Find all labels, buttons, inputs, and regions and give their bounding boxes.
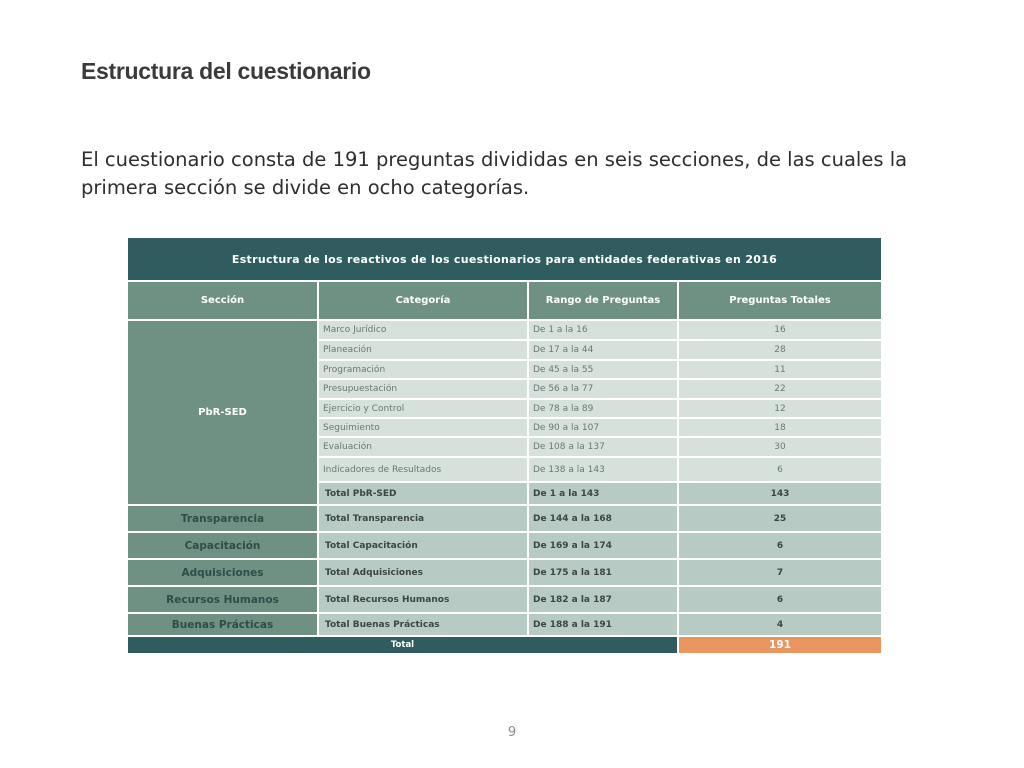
category-range: De 17 a la 44 (528, 340, 678, 360)
header-categoria: Categoría (318, 281, 528, 320)
category-name: Planeación (318, 340, 528, 360)
table-row (127, 532, 882, 559)
category-total: 28 (678, 340, 882, 360)
section-buenas-practicas: Buenas Prácticas (127, 613, 318, 636)
category-total: 16 (678, 320, 882, 340)
category-range: De 138 a la 143 (528, 457, 678, 482)
category-total: 12 (678, 399, 882, 418)
total-range: De 182 a la 187 (528, 586, 678, 613)
total-value: 25 (678, 505, 882, 532)
category-name: Ejercicio y Control (318, 399, 528, 418)
slide-title: Estructura del cuestionario (81, 58, 371, 84)
table-caption: Estructura de los reactivos de los cuestionarios para entidades federativas en 2016 (127, 237, 882, 281)
total-name: Total PbR-SED (318, 482, 528, 505)
grand-total-value: 191 (678, 636, 882, 654)
total-name: Total Buenas Prácticas (318, 613, 528, 636)
total-range: De 169 a la 174 (528, 532, 678, 559)
category-range: De 90 a la 107 (528, 418, 678, 437)
page-number: 9 (507, 725, 517, 740)
category-name: Indicadores de Resultados (318, 457, 528, 482)
table-row (127, 586, 882, 613)
category-range: De 108 a la 137 (528, 437, 678, 457)
header-rango: Rango de Preguntas (528, 281, 678, 320)
category-name: Evaluación (318, 437, 528, 457)
total-value: 6 (678, 586, 882, 613)
total-value: 7 (678, 559, 882, 586)
section-recursos-humanos: Recursos Humanos (127, 586, 318, 613)
category-name: Marco Jurídico (318, 320, 528, 340)
questionnaire-structure-table (126, 236, 881, 655)
total-range: De 1 a la 143 (528, 482, 678, 505)
table-row (127, 505, 882, 532)
section-transparencia: Transparencia (127, 505, 318, 532)
grand-total-label: Total (127, 636, 678, 654)
category-range: De 78 a la 89 (528, 399, 678, 418)
category-range: De 45 a la 55 (528, 360, 678, 379)
total-name: Total Adquisiciones (318, 559, 528, 586)
total-name: Total Transparencia (318, 505, 528, 532)
total-range: De 188 a la 191 (528, 613, 678, 636)
section-capacitacion: Capacitación (127, 532, 318, 559)
table-row (127, 559, 882, 586)
total-range: De 144 a la 168 (528, 505, 678, 532)
table-row-grand-total (127, 636, 882, 654)
total-range: De 175 a la 181 (528, 559, 678, 586)
slide-body-text: El cuestionario consta de 191 preguntas divididas en seis secciones, de las cuales la primera sección se divide en ocho categorías. (81, 148, 908, 199)
category-total: 6 (678, 457, 882, 482)
total-value: 6 (678, 532, 882, 559)
total-name: Total Recursos Humanos (318, 586, 528, 613)
category-name: Programación (318, 360, 528, 379)
category-name: Presupuestación (318, 379, 528, 399)
category-total: 11 (678, 360, 882, 379)
header-totales: Preguntas Totales (678, 281, 882, 320)
category-total: 30 (678, 437, 882, 457)
header-seccion: Sección (127, 281, 318, 320)
category-range: De 1 a la 16 (528, 320, 678, 340)
total-value: 143 (678, 482, 882, 505)
category-range: De 56 a la 77 (528, 379, 678, 399)
category-total: 18 (678, 418, 882, 437)
table-row (127, 320, 882, 340)
category-total: 22 (678, 379, 882, 399)
total-name: Total Capacitación (318, 532, 528, 559)
total-value: 4 (678, 613, 882, 636)
section-adquisiciones: Adquisiciones (127, 559, 318, 586)
category-name: Seguimiento (318, 418, 528, 437)
table-row (127, 613, 882, 636)
section-pbr-sed: PbR-SED (127, 320, 318, 505)
